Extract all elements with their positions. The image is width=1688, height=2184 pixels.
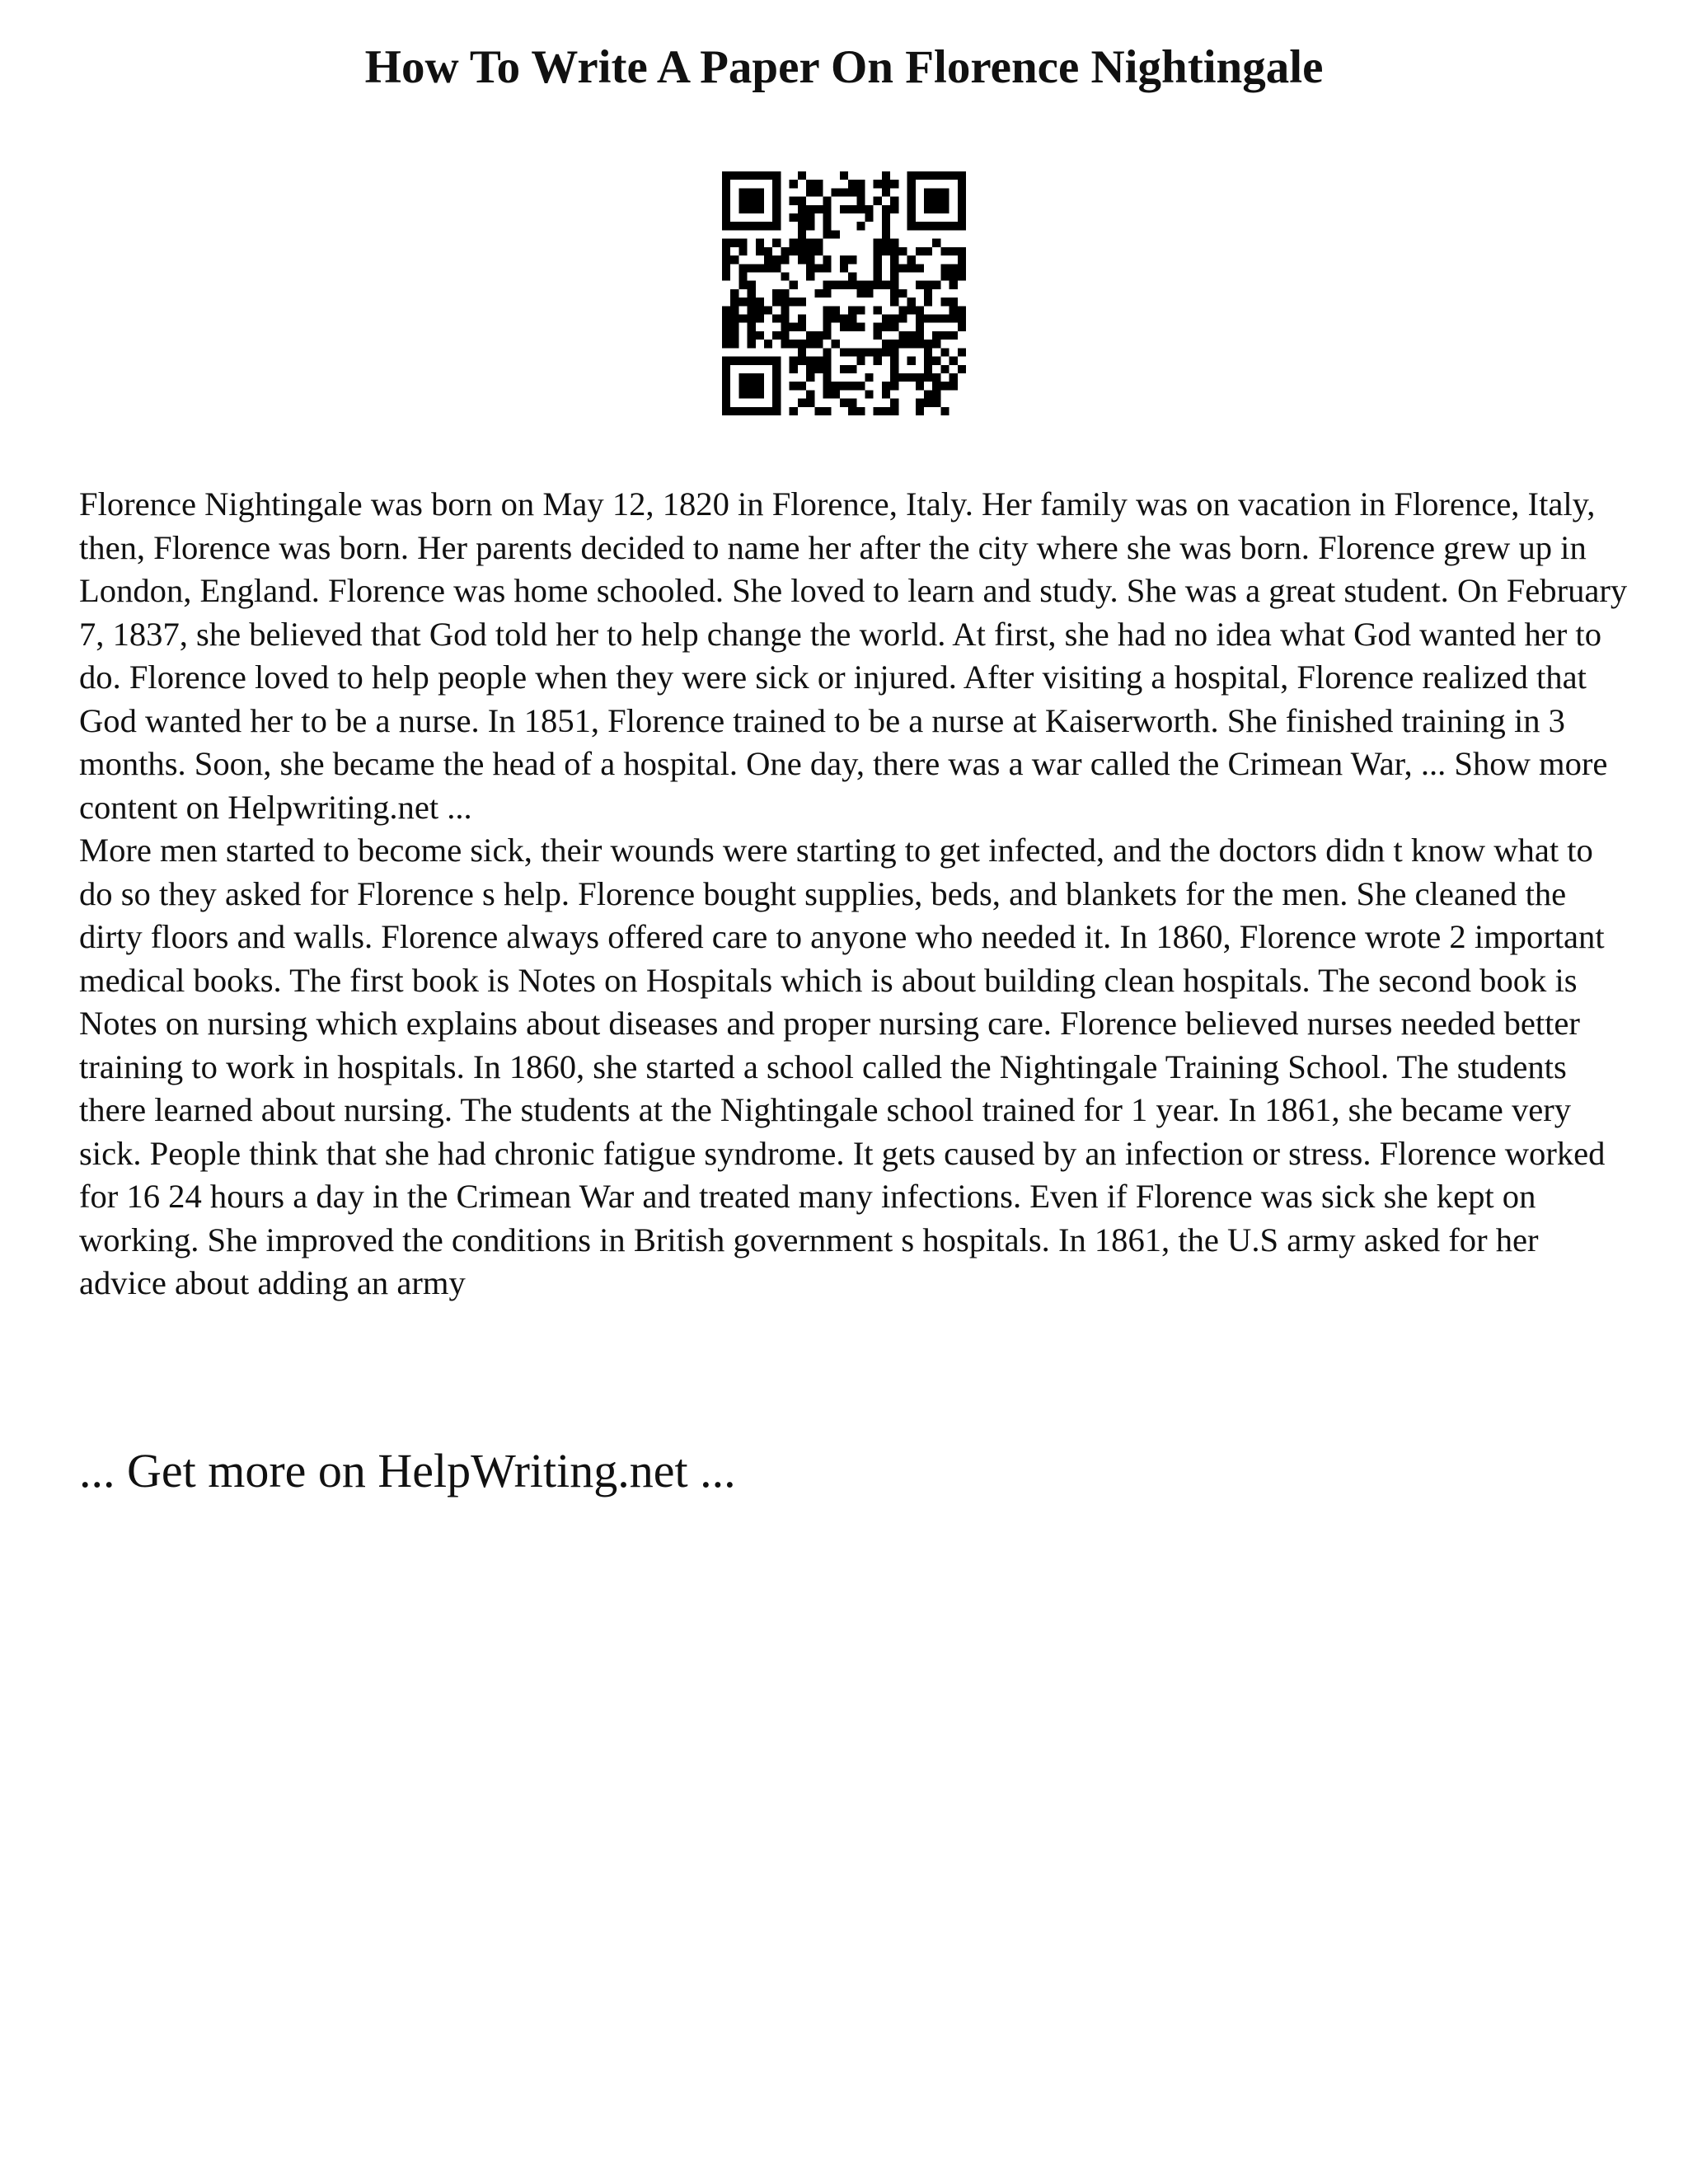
qr-code-icon[interactable] — [722, 171, 966, 415]
paragraph-1: Florence Nightingale was born on May 12, 1820 in Florence, Italy. Her family was on vacation in Florence, Italy, then, Florence was born. Her parents decided to name her after the city where she was born. Florence grew up in London, England. Florence was home schooled. She loved to learn and study. She was a great student. On February 7, 1837, she believed that God told her to help change the world. At first, she had no idea what God wanted her to do. Florence loved to help people when they were sick or injured. After visiting a hospital, Florence realized that God wanted her to be a nurse. In 1851, Florence trained to be a nurse at Kaiserworth. She finished training in 3 months. Soon, she became the head of a hospital. One day, there was a war called the Crimean War, ... Show more content on Helpwriting.net ... — [79, 485, 1628, 826]
qr-code-graphic — [722, 171, 966, 415]
get-more-link[interactable]: ... Get more on HelpWriting.net ... — [79, 1444, 736, 1497]
page-title: How To Write A Paper On Florence Nightingale — [364, 41, 1324, 93]
article-body — [79, 483, 1629, 1305]
paragraph-2: More men started to become sick, their wounds were starting to get infected, and the doctors didn t know what to do so they asked for Florence s help. Florence bought supplies, beds, and blankets for the men. She cleaned the dirty floors and walls. Florence always offered care to anyone who needed it. In 1860, Florence wrote 2 important medical books. The first book is Notes on Hospitals which is about building clean hospitals. The second book is Notes on nursing which explains about diseases and proper nursing care. Florence believed nurses needed better training to work in hospitals. In 1860, she started a school called the Nightingale Training School. The students there learned about nursing. The students at the Nightingale school trained for 1 year. In 1861, she became very sick. People think that she had chronic fatigue syndrome. It gets caused by an infection or stress. Florence worked for 16 24 hours a day in the Crimean War and treated many infections. Even if Florence was sick she kept on working. She improved the conditions in British government s hospitals. In 1861, the U.S army asked for her advice about adding an army — [79, 832, 1606, 1301]
